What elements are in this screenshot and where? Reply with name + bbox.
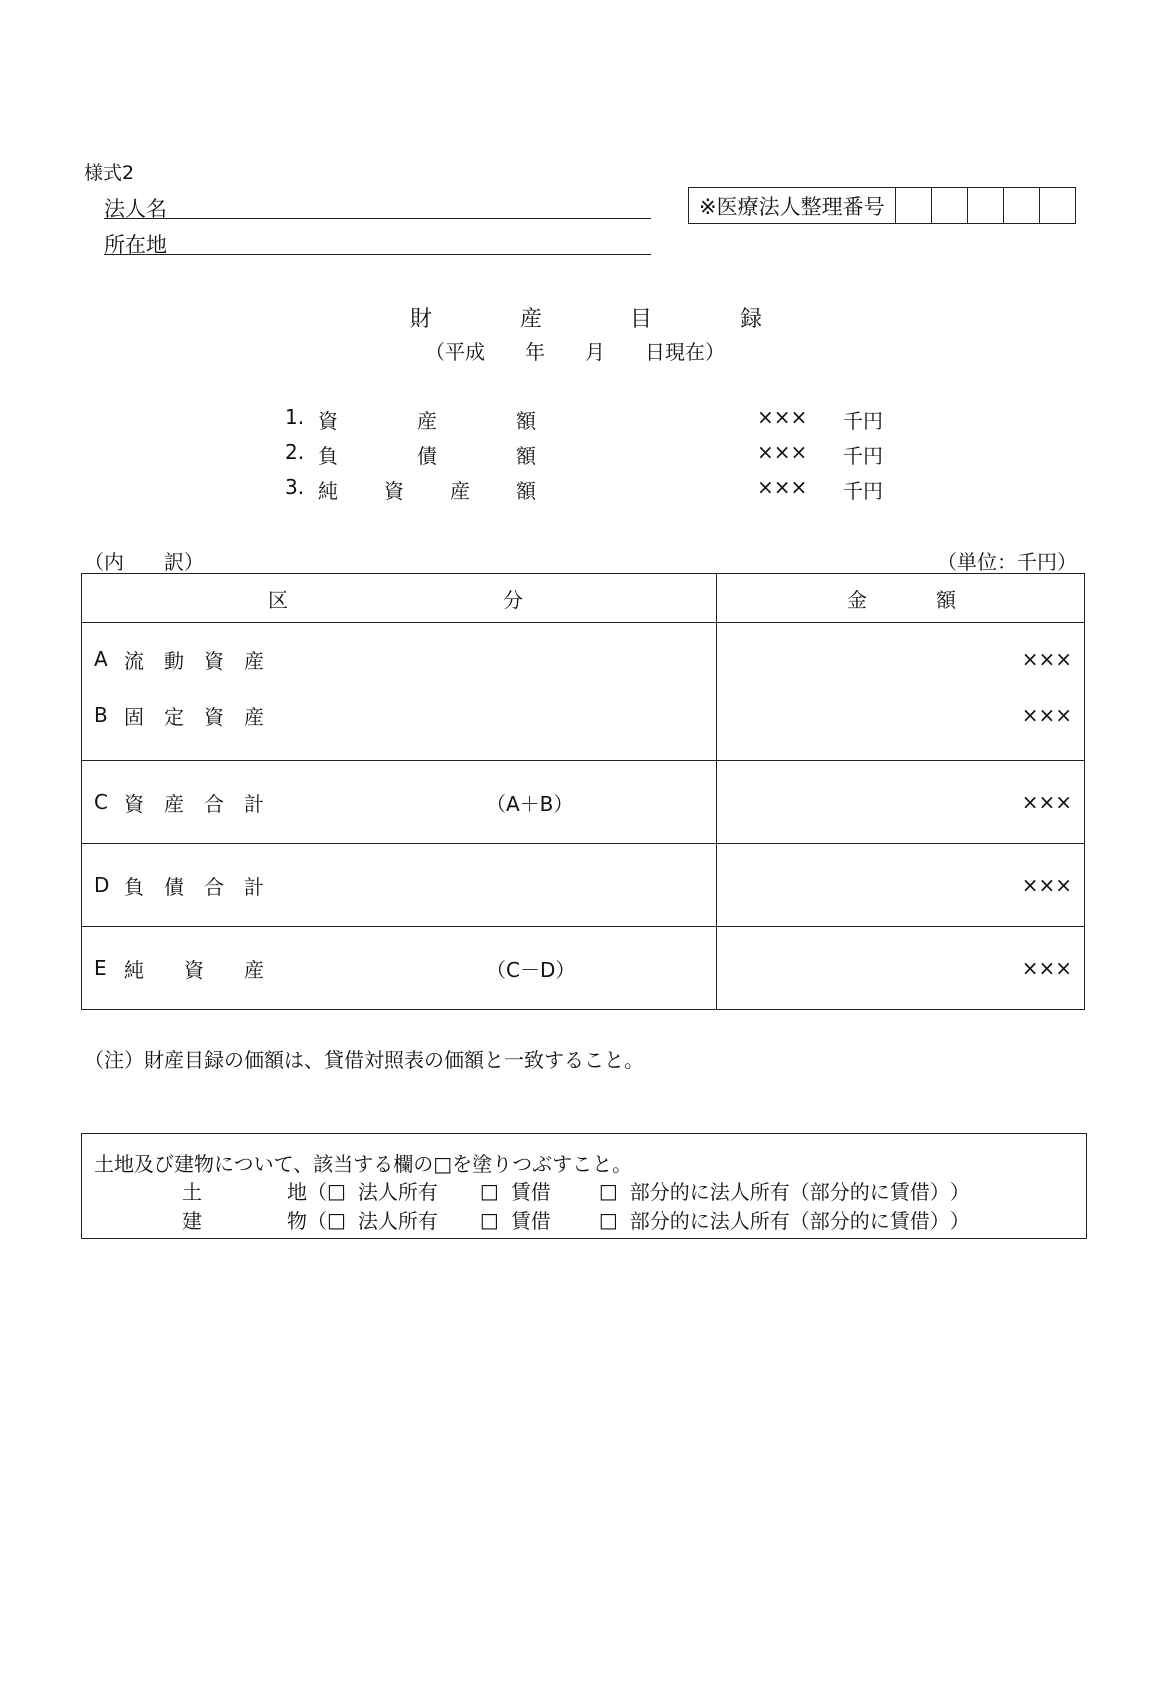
table-header-row [82,574,1085,623]
row-value: ××× [1021,956,1072,980]
amount-cell [717,927,1085,1010]
summary-unit: 千円 [843,479,883,503]
summary-number: 2. [285,440,305,464]
as-of-date: （平成 年 月 日現在） [425,340,725,364]
row-code: A [94,647,108,671]
row-label: 流 動 資 産 [124,648,264,673]
open-paren: （ [307,1209,327,1233]
row-formula: （A＋B） [486,791,574,816]
summary-label [318,405,536,434]
checkbox-leased[interactable]: □ [479,1207,499,1232]
table-row [82,927,1085,1010]
title-char: 産 [519,307,542,332]
category-cell [82,844,717,927]
table-row [82,844,1085,927]
title-char: 録 [739,307,762,332]
building-label [182,1205,307,1234]
checkbox-owned[interactable]: □ [327,1207,346,1232]
summary-label [318,475,536,504]
form-label: 様式2 [84,162,135,184]
land-label-char: 土 [182,1180,202,1204]
summary-row [285,475,304,499]
building-label-char: 建 [182,1209,202,1233]
row-value: ××× [1021,647,1072,671]
header-char: 区 [268,587,288,612]
summary-unit: 千円 [843,409,883,433]
corp-address-line [104,254,651,255]
checkbox-leased[interactable]: □ [479,1178,499,1203]
close-paren: ） [949,1209,970,1233]
table-row [82,623,1085,761]
amount-header [717,574,1085,623]
land-building-box [81,1133,1087,1239]
summary-label-char: 産 [450,479,470,503]
option-partial: 部分的に法人所有（部分的に賃借） [629,1209,950,1233]
summary-label-char: 額 [516,479,536,503]
registry-number-box[interactable] [967,188,1003,224]
summary-label-char: 額 [516,444,536,468]
registry-number-label: ※医療法人整理番号 [689,188,896,224]
row-formula: （C－D） [486,957,576,982]
summary-label-char: 額 [516,409,536,433]
row-label: 負 債 合 計 [124,874,264,899]
row-code: B [94,703,108,727]
checkbox-owned[interactable]: □ [327,1178,346,1203]
breakdown-table [81,573,1085,1010]
summary-number: 1. [285,405,305,429]
option-owned: 法人所有 [357,1180,438,1204]
open-paren: （ [307,1180,327,1204]
summary-label-char: 債 [417,444,437,468]
note-text: （注）財産目録の価額は、貸借対照表の価額と一致すること。 [84,1048,644,1072]
unit-label: （単位：千円） [937,550,1077,574]
registry-number-box[interactable] [1003,188,1039,224]
summary-label-char: 産 [417,409,437,433]
summary-number: 3. [285,475,305,499]
row-value: ××× [1021,790,1072,814]
summary-label-char: 負 [318,444,338,468]
amount-cell [717,623,1085,761]
row-code: C [94,790,108,814]
option-partial: 部分的に法人所有（部分的に賃借） [629,1180,950,1204]
land-building-instruction: 土地及び建物について、該当する欄の□を塗りつぶすこと。 [94,1152,633,1176]
category-cell [82,623,717,761]
amount-cell [717,844,1085,927]
close-paren: ） [949,1180,970,1204]
building-label-char: 物 [287,1209,307,1233]
registry-number-box[interactable] [931,188,967,224]
row-value: ××× [1021,703,1072,727]
table-row [82,761,1085,844]
option-leased: 賃借 [510,1180,551,1204]
summary-unit: 千円 [843,444,883,468]
title-char: 目 [629,307,652,332]
row-code: D [94,873,110,897]
land-row [182,1176,970,1205]
amount-cell [717,761,1085,844]
summary-value: ××× [757,475,808,499]
corp-address-label: 所在地 [104,233,167,257]
summary-label-char: 資 [318,409,338,433]
checkbox-partial[interactable]: □ [598,1207,618,1232]
summary-label [318,440,536,469]
header-char: 額 [936,587,956,612]
header-char: 分 [503,587,523,612]
category-header [82,574,717,623]
summary-label-char: 資 [384,479,404,503]
corp-name-line [104,218,651,219]
option-owned: 法人所有 [357,1209,438,1233]
summary-value: ××× [757,405,808,429]
page-title [410,302,762,333]
option-leased: 賃借 [510,1209,551,1233]
registry-number-box[interactable] [895,188,931,224]
building-row [182,1205,970,1234]
summary-value: ××× [757,440,808,464]
category-cell [82,927,717,1010]
land-label [182,1176,307,1205]
corp-name-label: 法人名 [104,197,167,221]
row-label: 純 資 産 [124,957,264,982]
registry-number-table [688,187,1076,224]
title-char: 財 [410,307,433,332]
row-value: ××× [1021,873,1072,897]
row-label: 資 産 合 計 [124,791,264,816]
checkbox-partial[interactable]: □ [598,1178,618,1203]
row-label: 固 定 資 産 [124,704,264,729]
land-label-char: 地 [287,1180,307,1204]
row-code: E [94,956,107,980]
registry-number-box[interactable] [1039,188,1075,224]
summary-label-char: 純 [318,479,338,503]
breakdown-label: （内 訳） [84,550,204,574]
category-cell [82,761,717,844]
summary-row [285,405,304,429]
header-char: 金 [847,587,867,612]
summary-row [285,440,304,464]
